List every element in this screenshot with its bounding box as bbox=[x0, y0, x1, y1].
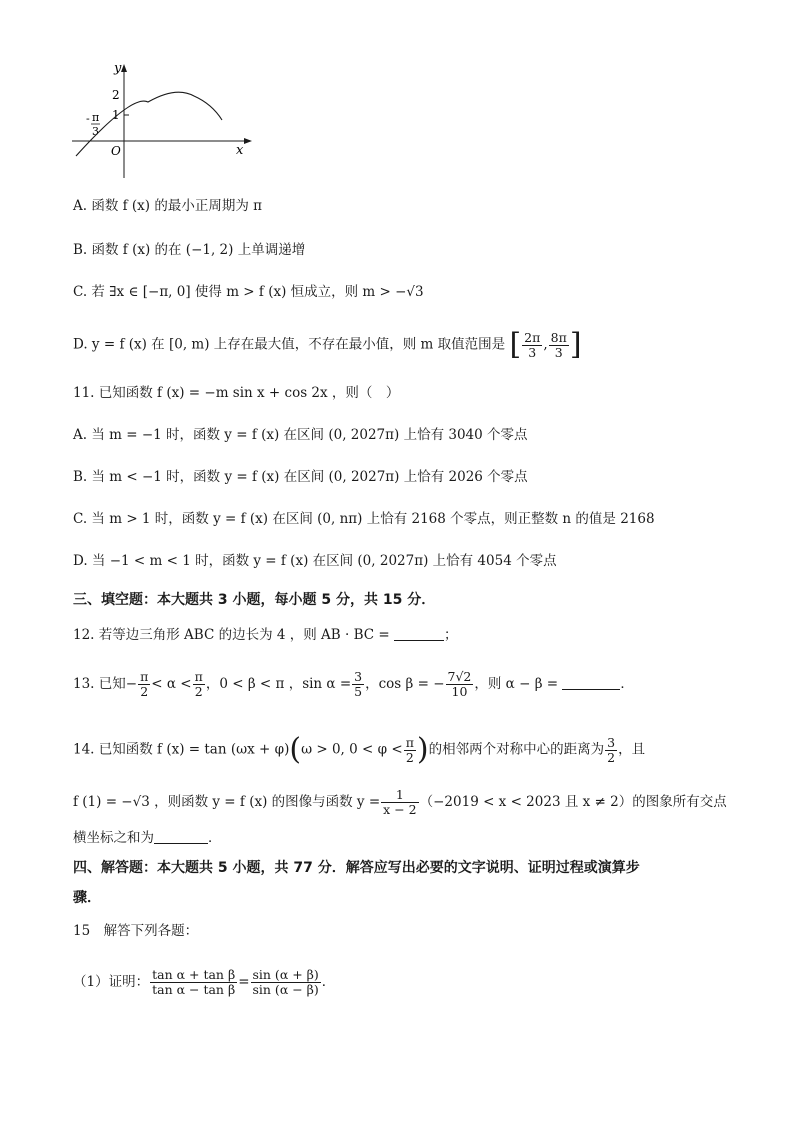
q14-line-1: 14. 已知函数 f (x) = tan (ωx + φ)(ω > 0, 0 < φ < $\frac{\pi}{2}$ )的相邻两个对称中心的距离为 $\frac{3}{2}$ ，且 bbox=[73, 732, 646, 767]
q11-stem: 11. 已知函数 f (x) = −m sin x + cos 2x ，则（ ） bbox=[73, 385, 400, 401]
q11-option-b: B. 当 m < −1 时，函数 y = f (x) 在区间 (0, 2027π) 上恰有 2026 个零点 bbox=[73, 469, 528, 485]
q14-line-2: f (1) = −√3 ，则函数 y = f (x) 的图像与函数 y = $\frac{1}{x - 2}$ （−2019 < x < 2023 且 x ≠ 2）的图象所有交点 bbox=[73, 787, 727, 817]
q10-option-b: B. 函数 f (x) 的在 (−1, 2) 上单调递增 bbox=[73, 242, 306, 258]
q12-answer-blank bbox=[394, 640, 444, 641]
frac-1-x-2: $\frac{1}{x - 2}$ bbox=[383, 787, 417, 817]
frac-pi-2-a: $\frac{\pi}{2}$ bbox=[140, 669, 149, 699]
tick-label-2: 2 bbox=[112, 88, 120, 102]
section-4-heading: 四、解答题：本大题共 5 小题，共 77 分．解答应写出必要的文字说明、证明过程或演算步 bbox=[73, 860, 640, 876]
q11-option-c: C. 当 m > 1 时，函数 y = f (x) 在区间 (0, nπ) 上恰有 2168 个零点，则正整数 n 的值是 2168 bbox=[73, 511, 655, 527]
q15-stem: 15 解答下列各题： bbox=[73, 923, 199, 939]
bracket-close: ] bbox=[569, 327, 582, 362]
paren-open: ( bbox=[289, 732, 302, 767]
y-axis-arrow bbox=[121, 64, 127, 72]
q11-option-d: D. 当 −1 < m < 1 时，函数 y = f (x) 在区间 (0, 2027π) 上恰有 4054 个零点 bbox=[73, 553, 557, 569]
frac-8pi-3: $\frac{8\pi}{3}$ bbox=[550, 329, 567, 360]
q10-option-d-text: D. y = f (x) 在 [0, m) 上存在最大值，不存在最小值，则 m 取值范围是 bbox=[73, 336, 506, 353]
q13-answer-blank bbox=[562, 689, 620, 690]
origin-label: O bbox=[111, 144, 121, 158]
section-4-heading-cont: 骤． bbox=[73, 890, 101, 906]
x-axis-arrow bbox=[244, 138, 252, 144]
q10-option-c: C. 若 ∃x ∈ [−π, 0] 使得 m > f (x) 恒成立，则 m > −√3 bbox=[73, 284, 424, 300]
paren-close: ) bbox=[416, 732, 429, 767]
neg-pi-num: π bbox=[92, 111, 100, 124]
frac-3-2: $\frac{3}{2}$ bbox=[607, 734, 616, 765]
frac-sin-ratio: $\frac{\sin (\alpha + \beta)}{\sin (\alpha - \beta)}$ bbox=[252, 967, 319, 997]
frac-tan-ratio: $\frac{\text{tan α + tan β}}{\text{tan α − tan β}}$ bbox=[152, 967, 236, 997]
function-graph bbox=[66, 56, 256, 186]
neg-pi-den: 3 bbox=[92, 125, 99, 138]
q14-line-3: 横坐标之和为 ． bbox=[73, 830, 222, 846]
frac-2pi-3: $\frac{2\pi}{3}$ bbox=[524, 329, 541, 360]
q15-part-1: （1）证明： $\frac{\text{tan α + tan β}}{\text{tan α − tan β}}$ = $\frac{\sin (\alpha + \beta)}{\sin (\alpha - \beta)}$ ． bbox=[73, 967, 336, 997]
bracket-open: [ bbox=[509, 327, 522, 362]
q10-option-a: A. 函数 f (x) 的最小正周期为 π bbox=[73, 198, 263, 214]
tick-label-1: 1 bbox=[112, 108, 120, 122]
y-axis-label: y bbox=[114, 61, 122, 76]
frac-3-5: $\frac{3}{5}$ bbox=[354, 669, 363, 699]
x-axis-label: x bbox=[236, 143, 244, 158]
frac-pi-2-c: $\frac{\pi}{2}$ bbox=[405, 734, 414, 765]
frac-7sqrt2-10: $\frac{7√2}{10}$ bbox=[447, 669, 472, 699]
q13: 13. 已知− $\frac{\pi}{2}$ < α < $\frac{\pi}{2}$ ，0 < β < π ，sin α = $\frac{3}{5}$ ，cos β = − $\frac{7√2}{10}$ ，则 α − β = ． bbox=[73, 669, 634, 699]
neg-pi-sign: - bbox=[86, 112, 90, 125]
q11-option-a: A. 当 m = −1 时，函数 y = f (x) 在区间 (0, 2027π) 上恰有 3040 个零点 bbox=[73, 427, 528, 443]
section-3-heading: 三、填空题：本大题共 3 小题，每小题 5 分，共 15 分． bbox=[73, 592, 436, 608]
q12: 12. 若等边三角形 ABC 的边长为 4 ，则 AB · BC = ； bbox=[73, 627, 458, 643]
frac-pi-2-b: $\frac{\pi}{2}$ bbox=[194, 669, 203, 699]
q14-answer-blank bbox=[154, 843, 208, 844]
q10-option-d: D. y = f (x) 在 [0, m) 上存在最大值，不存在最小值，则 m 取值范围是 [ $\frac{2\pi}{3}$ , $\frac{8\pi}{3}$ ] bbox=[73, 327, 582, 362]
